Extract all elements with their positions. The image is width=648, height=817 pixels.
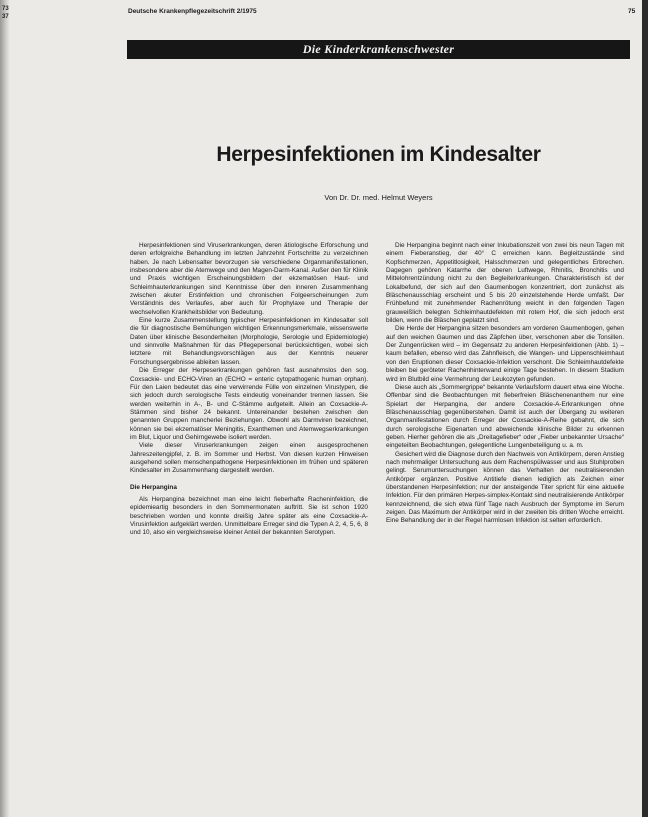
binding-gutter <box>0 0 10 817</box>
section-heading: Die Herpangina <box>130 483 177 491</box>
paragraph: Diese auch als „Sommergrippe“ bekannte Verlaufsform dauert etwa eine Woche. Offenbar sind die Beobachtungen mit fieberfreien Bläschenenanthem nur eine Spielart der Herpangina, der andere Coxsackie-A-Erkrankungen ohne Bläschenausschlag gegenüberstehen. Damit ist auch der Übergang zu weiteren Organmanifestationen durch Erreger der Coxsackie-A-Reihe gebahnt, die sich durch serologische Eigenarten und abweichende klinische Bilder zu erkennen geben. Hierher gehören die als „Dreitagefieber“ oder „Fieber unbekannter Ursache“ eingeteilten Beobachtungen, gelegentliche Lungenbeteiligung u. a. m. <box>386 383 624 450</box>
side-mark-top: 73 <box>2 6 9 12</box>
paragraph: Eine kurze Zusammenstellung typischer Herpesinfektionen im Kindesalter soll die für diagnostische Bemühungen wichtigen Erkennungsmerkmale, wissenswerte Daten über klinische Besonderheiten (Morphologie, Serologie und Epidemiologie) und sinnvolle Maßnahmen für das Pflegepersonal berücksichtigen, wobei sich letztere mit Behandlungsvorschlägen aus der Kenntnis neuerer Forschungsergebnisse ableiten lassen. <box>130 317 368 366</box>
side-mark-bottom: 37 <box>2 14 9 20</box>
paragraph: Herpesinfektionen sind Viruserkrankungen, deren ätiologische Erforschung und deren erfolgreiche Behandlung im letzten Jahrzehnt Fortschritte zu verzeichnen haben. Je nach Lebensalter bevorzugen sie verschiedene Organmanifestationen, insbesondere aber die Atemwege und den Magen-Darm-Kanal. Außer den für Klinik und Praxis wichtigen Erscheinungsbildern der ekzematösen Haut- und Schleimhauterkrankungen sind Kenntnisse über den inneren Zusammenhang zwischen akuter Erstinfektion und chronischen Folgeerscheinungen zum Verständnis des Verlaufes, aber auch für Prophylaxe und Therapie der wechselvollen Krankheitsbilder von Bedeutung. <box>130 242 368 316</box>
section-banner: Die Kinderkrankenschwester <box>127 40 630 59</box>
page-number: 75 <box>628 8 636 15</box>
article-byline: Von Dr. Dr. med. Helmut Weyers <box>324 193 433 202</box>
article-title: Herpesinfektionen im Kindesalter <box>216 143 541 166</box>
left-column <box>130 242 368 538</box>
paragraph: Gesichert wird die Diagnose durch den Nachweis von Antikörpern, deren Anstieg nach mehrmaliger Untersuchung aus dem Rachenspülwasser und aus Stuhlproben gelingt. Serumuntersuchungen können das Verhalten der neutralisierenden Antikörper ergänzen. Positive Antitiefe dienen lediglich als Zeichen einer überstandenen Herpesinfektion; nur der ansteigende Titer spricht für eine aktuelle Infektion. Für den primären Herpes-simplex-Kontakt sind neutralisierende Antikörper kennzeichnend, die sich etwa fünf Tage nach Ausbruch der Symptome im Serum zeigen. Das Maximum der Antikörper wird in der zweiten bis dritten Woche erreicht. Eine Behandlung der in der Regel harmlosen Infektion ist selten erforderlich. <box>386 450 624 525</box>
paragraph: Die Erreger der Herpeserkrankungen gehören fast ausnahmslos den sog. Coxsackie- und ECHO-Viren an (ECHO = enteric cytopathogenic human orphan). Für den Laien bedeutet das eine verwirrende Fülle von einzelnen Virustypen, die sich jedoch durch serologische Tests eindeutig voneinander trennen lassen. Sie werden weiterhin in A-, B- und C-Stämme aufgeteilt. Allein an Coxsackie-A-Stämmen sind bisher 24 bekannt. Untereinander bestehen zwischen den genannten Gruppen mancherlei Beziehungen. Obwohl als Darmviren bezeichnet, können sie bei ekzematöser Meningitis, Exanthemen und Atemwegserkrankungen im Blut, Liquor und Gehirngewebe isoliert werden. <box>130 367 368 441</box>
paragraph: Als Herpangina bezeichnet man eine leicht fieberhafte Racheninfektion, die epidemieartig besonders in den Sommermonaten auftritt. Sie ist schon 1920 beschrieben worden und konnte dreißig Jahre später als eine Coxsackie-A-Virusinfektion aufgeklärt werden. Unmittelbare Erreger sind die Typen A 2, 4, 5, 6, 8 und 10, also ein vergleichsweise kleiner Anteil der bekannten Serotypen. <box>130 495 368 537</box>
right-column <box>386 242 624 526</box>
paragraph: Die Herpangina beginnt nach einer Inkubationszeit von zwei bis neun Tagen mit einem Fieberanstieg, der 40° C erreichen kann. Begleitzustände sind Kopfschmerzen, Appetitlosigkeit, Halsschmerzen und gelegentliches Erbrechen. Dagegen gehören Katarrhe der oberen Luftwege, Rhinitis, Bronchitis und Mittelohrentzündung nicht zu den Begleiterkrankungen. Charakteristisch ist der Lokalbefund, der sich auf den Gaumenbogen konzentriert, dort zunächst als Bläschenausschlag erscheint und 5 bis 20 einzelstehende Herde umfaßt. Der Frühbefund mit zunehmender Rachenrötung weicht in den folgenden Tagen grauweißlich belegten Schleimhautdefekten mit rotem Hof, die sich jedoch erst bilden, wenn die Bläschen geplatzt sind. <box>386 242 624 325</box>
page-edge <box>642 0 648 817</box>
running-head: Deutsche Krankenpflegezeitschrift 2/1975 <box>128 8 257 15</box>
paragraph: Die Herde der Herpangina sitzen besonders am vorderen Gaumenbogen, gehen auf den weichen Gaumen und das Zäpfchen über, verschonen aber die Tonsillen. Der Zungenrücken wird – im Gegensatz zu anderen Herpesinfektionen (Abb. 1) – kaum befallen, ebenso wird das Zahnfleisch, die Wangen- und Lippenschleimhaut von den Eruptionen dieser Coxsackie-Infektion verschont. Die Schleimhautdefekte bleiben bei geröteter Rachenhinterwand einige Tage bestehen. In diesem Stadium wird im Blutbild eine Vermehrung der Leukozyten gefunden. <box>386 325 624 383</box>
paragraph: Viele dieser Viruserkrankungen zeigen einen ausgesprochenen Jahreszeitengipfel, z. B. im Sommer und Herbst. Von diesen kurzen Hinweisen ausgehend sollen menschenpathogene Herpesinfektionen im frühen und späteren Kindesalter im Zusammenhang dargestellt werden. <box>130 442 368 475</box>
